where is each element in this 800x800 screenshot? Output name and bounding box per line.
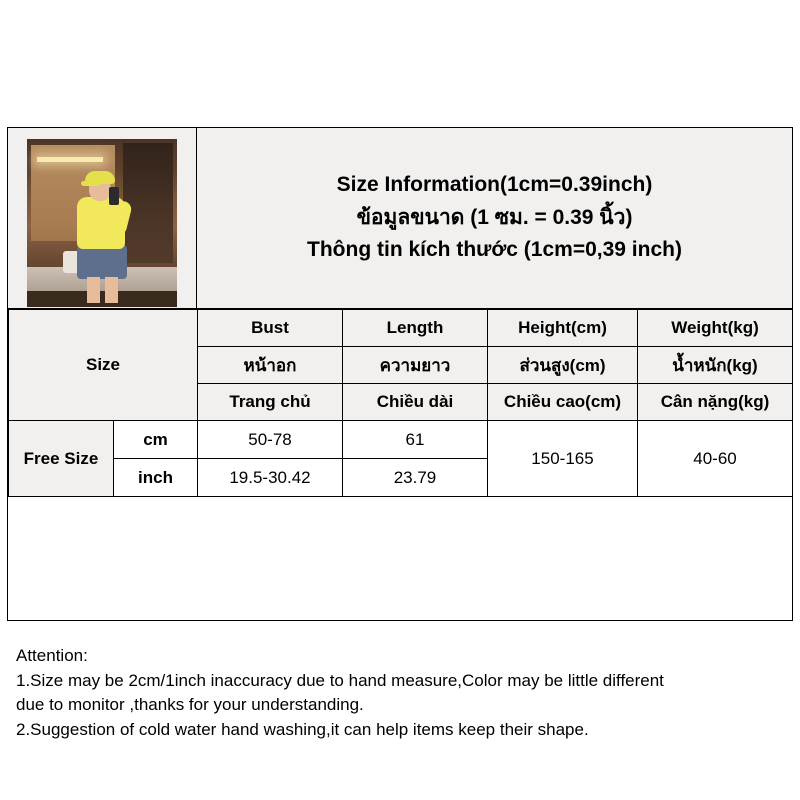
value-bust-inch: 19.5-30.42 [198,459,343,497]
attention-block [16,644,796,743]
chart-title-cell [197,128,792,308]
value-height: 150-165 [488,421,638,497]
size-table [8,309,793,497]
chart-header-band [8,128,792,309]
attention-line-3: 2.Suggestion of cold water hand washing,it can help items keep their shape. [16,719,589,739]
header-height-th: ส่วนสูง(cm) [488,347,638,384]
photo-leg-left [87,277,100,303]
size-label-cell: Size [9,310,198,421]
header-bust-en: Bust [198,310,343,347]
size-chart-container [7,127,793,739]
attention-line-2: due to monitor ,thanks for your understanding. [16,695,364,715]
header-height-vi: Chiều cao(cm) [488,384,638,421]
header-length-en: Length [343,310,488,347]
photo-leg-right [105,277,118,303]
header-height-en: Height(cm) [488,310,638,347]
table-row-header-en [9,310,793,347]
unit-inch: inch [114,459,198,497]
header-bust-th: หน้าอก [198,347,343,384]
title-line-th: ข้อมูลขนาด (1 ซม. = 0.39 นิ้ว) [356,205,633,229]
value-weight: 40-60 [638,421,793,497]
photo-denim-skirt [77,245,127,279]
title-line-en: Size Information(1cm=0.39inch) [336,173,653,197]
table-row-cm [9,421,793,459]
header-length-vi: Chiều dài [343,384,488,421]
model-photo-cell [8,128,197,308]
header-weight-vi: Cân nặng(kg) [638,384,793,421]
photo-wall-panel-right [123,143,173,263]
header-weight-en: Weight(kg) [638,310,793,347]
photo-cap [85,171,115,184]
title-line-vi: Thông tin kích thước (1cm=0,39 inch) [307,238,682,262]
value-length-cm: 61 [343,421,488,459]
photo-floor [27,291,177,307]
photo-lamp [37,157,103,162]
row-label-free-size: Free Size [9,421,114,497]
value-length-inch: 23.79 [343,459,488,497]
model-photo-image [27,139,177,307]
unit-cm: cm [114,421,198,459]
attention-line-1: 1.Size may be 2cm/1inch inaccuracy due to hand measure,Color may be little different [16,670,664,690]
attention-heading: Attention: [16,646,88,665]
header-length-th: ความยาว [343,347,488,384]
value-bust-cm: 50-78 [198,421,343,459]
photo-phone [109,187,119,205]
header-weight-th: น้ำหนัก(kg) [638,347,793,384]
header-bust-vi: Trang chủ [198,384,343,421]
